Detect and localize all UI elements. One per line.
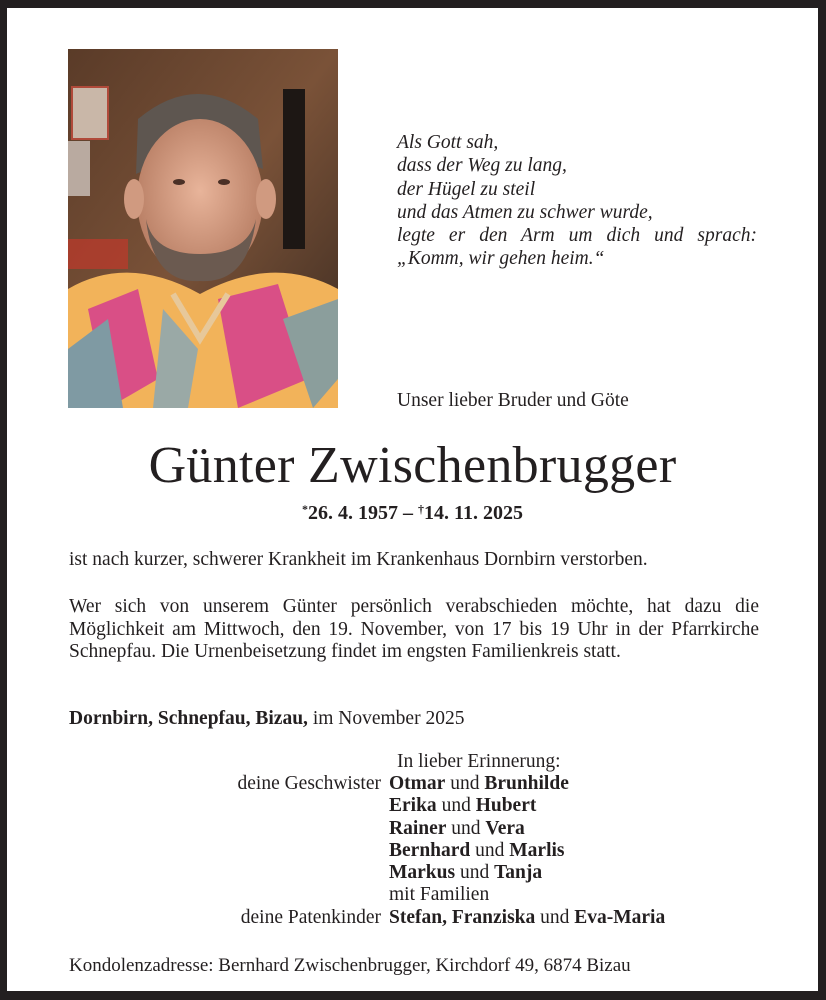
sibling-partner-name: Tanja <box>494 862 543 884</box>
family-row <box>7 795 818 817</box>
sibling-partner-name: Brunhilde <box>484 773 569 794</box>
family-row <box>7 818 818 840</box>
poem-line: dass der Weg zu lang, <box>397 155 567 177</box>
sibling-name: Bernhard <box>389 839 471 861</box>
family-row <box>7 773 818 795</box>
farewell-info-text: Wer sich von unserem Günter persönlich verabschieden möchte, hat dazu die Möglichkeit am Mittwoch, den 19. November, von 17 bis 19 Uhr in der Pfarrkirche Schnepfau. Die Urnenbeisetzung findet im engsten Familienkreis statt. <box>69 596 759 662</box>
obituary-page <box>7 8 818 991</box>
family-row <box>7 907 818 929</box>
conjunction: und <box>446 817 486 839</box>
death-notice-text: ist nach kurzer, schwerer Krankheit im Krankenhaus Dornbirn verstorben. <box>69 549 648 570</box>
conjunction: und <box>455 862 495 884</box>
death-date: 14. 11. 2025 <box>424 502 523 524</box>
poem-line: der Hügel zu steil <box>397 178 536 200</box>
date-separator: – <box>398 502 419 524</box>
godchildren-names: Stefan, Franziska <box>389 906 536 928</box>
family-row <box>7 862 818 884</box>
with-families: mit Familien <box>389 884 490 906</box>
family-list <box>7 773 818 929</box>
poem-line: und das Atmen zu schwer wurde, <box>397 201 653 223</box>
death-symbol: † <box>418 502 425 516</box>
places: Dornbirn, Schnepfau, Bizau, <box>69 708 308 729</box>
life-dates <box>7 502 818 525</box>
sibling-name: Rainer <box>389 817 447 839</box>
birth-symbol: * <box>302 502 309 516</box>
conjunction: und <box>436 795 476 817</box>
sibling-partner-name: Hubert <box>475 795 537 817</box>
condolence-address: Kondolenzadresse: Bernhard Zwischenbrugger, Kirchdorf 49, 6874 Bizau <box>69 955 631 976</box>
conjunction: und <box>470 839 510 861</box>
sibling-name: Erika <box>389 795 437 817</box>
conjunction: und <box>445 773 485 794</box>
poem-line: legte er den Arm um dich und sprach: <box>397 225 757 247</box>
birth-date: 26. 4. 1957 <box>308 502 399 524</box>
sibling-name: Markus <box>389 862 456 884</box>
conjunction: und <box>535 906 575 928</box>
poem <box>397 131 757 271</box>
family-row <box>7 884 818 906</box>
family-row <box>7 840 818 862</box>
intro-text: Unser lieber Bruder und Göte <box>397 390 629 411</box>
godchild-name: Eva-Maria <box>574 906 666 928</box>
sibling-partner-name: Vera <box>485 817 525 839</box>
poem-line: „Komm, wir gehen heim.“ <box>397 248 605 270</box>
sibling-name: Otmar <box>389 773 446 794</box>
poem-line: Als Gott sah, <box>397 132 499 153</box>
place-date <box>69 708 464 730</box>
siblings-label: deine Geschwister <box>237 773 381 794</box>
sibling-partner-name: Marlis <box>509 839 565 861</box>
portrait-image <box>68 49 338 408</box>
deceased-name: Günter Zwischenbrugger <box>148 437 677 494</box>
godchildren-label: deine Patenkinder <box>240 906 381 928</box>
month-year: im November 2025 <box>307 708 465 729</box>
portrait-photo <box>68 49 338 408</box>
memory-heading: In lieber Erinnerung: <box>397 751 561 772</box>
